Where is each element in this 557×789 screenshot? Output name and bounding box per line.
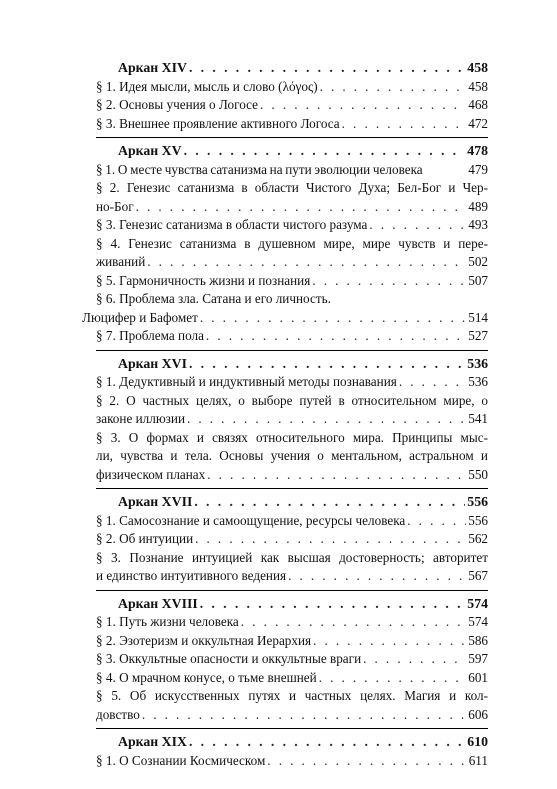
dot-leader [200, 309, 466, 328]
dot-leader [313, 632, 466, 651]
dot-leader [241, 613, 466, 632]
dot-leader [369, 216, 466, 235]
toc-entry-line[interactable]: § 5. Об искусственных путях и частных целях. Магия и кол- [96, 688, 488, 703]
toc-page-number: 556 [467, 494, 488, 509]
toc-heading-title: Аркан XIV [118, 60, 187, 75]
toc-heading-title: Аркан XVII [118, 494, 193, 509]
dot-leader [206, 327, 466, 346]
toc-entry[interactable] [96, 706, 488, 725]
toc-entry-title: § 2. Об интуиции [96, 531, 194, 546]
toc-page-number: 458 [467, 60, 488, 75]
toc-entry-line[interactable]: § 4. Генезис сатанизма в душевном мире, мире чувств и пере- [96, 235, 488, 251]
toc-entry[interactable] [96, 272, 488, 291]
toc-entry[interactable] [96, 512, 488, 531]
section-divider [96, 590, 488, 591]
dot-leader [288, 567, 466, 586]
dot-leader [319, 669, 467, 688]
toc-entry[interactable] [96, 115, 488, 134]
toc-entry[interactable] [96, 96, 488, 115]
toc-entry-title: § 1. О Сознании Космическом [96, 752, 266, 768]
toc-page-number: 514 [468, 309, 488, 325]
toc-page-number: 489 [468, 198, 488, 214]
toc-entry[interactable] [96, 632, 488, 651]
toc-entry[interactable] [96, 752, 488, 771]
toc-entry-title: § 1. Идея мысли, мысль и слово (λόγος) [96, 78, 318, 94]
toc-page-number: 458 [468, 78, 488, 94]
toc-page-number: 493 [468, 217, 488, 232]
toc-entry[interactable] [96, 327, 488, 346]
toc-entry-title: § 2. Эзотеризм и оккультная Иерархия [96, 632, 312, 648]
toc-entry-line[interactable]: § 6. Проблема зла. Сатана и его личность. [96, 291, 331, 306]
toc-page-number: 586 [468, 632, 488, 648]
dot-leader [189, 733, 465, 752]
section-divider [96, 350, 488, 351]
toc-page-number: 507 [468, 272, 488, 288]
toc-entry-title: довство [96, 706, 140, 722]
toc-entry-title: физическом планах [96, 466, 206, 482]
section-divider [96, 137, 488, 138]
toc-entry[interactable] [96, 216, 488, 235]
toc-entry-title: § 7. Проблема пола [96, 328, 204, 343]
dot-leader [187, 410, 466, 429]
dot-leader [195, 530, 466, 549]
toc-page-number: 562 [468, 531, 488, 546]
toc-entry-title: законе иллюзии [96, 411, 185, 426]
toc-entry[interactable] [96, 567, 488, 586]
toc-entry-line[interactable]: § 3. О формах и связях относительного мира. Принципы мыс- [96, 429, 488, 445]
toc-heading-arcan-15[interactable] [96, 142, 488, 161]
toc-entry-title: § 2. Основы учения о Логосе [96, 97, 259, 112]
toc-entry[interactable] [96, 669, 488, 688]
dot-leader [267, 752, 466, 771]
toc-page-number: 556 [468, 512, 488, 528]
toc-entry-title: § 1. Самосознание и самоощущение, ресурсы человека [96, 512, 406, 528]
toc-entry-title: живаний [96, 254, 146, 269]
toc-entry[interactable] [96, 410, 488, 429]
toc-page-number: 574 [467, 595, 488, 611]
toc-entry[interactable] [96, 650, 488, 669]
dot-leader [200, 595, 466, 614]
toc-page-number: 478 [467, 143, 488, 158]
dot-leader [189, 59, 465, 78]
dot-leader [320, 78, 467, 97]
toc-heading-title: Аркан XIX [118, 734, 187, 749]
toc-entry[interactable] [82, 309, 488, 328]
toc-page-number: 567 [468, 568, 488, 583]
toc-heading-arcan-19[interactable] [96, 733, 488, 752]
toc-entry[interactable] [96, 161, 488, 180]
dot-leader [342, 115, 467, 134]
toc-heading-arcan-14[interactable] [96, 59, 488, 78]
dot-leader [399, 373, 466, 392]
toc-entry[interactable] [96, 78, 488, 97]
dot-leader [207, 466, 466, 485]
dot-leader [407, 512, 466, 531]
toc-page-number: 574 [468, 614, 488, 629]
toc-entry-title: § 1. Дедуктивный и индуктивный методы познавания [96, 374, 397, 389]
toc-page-number: 527 [468, 328, 488, 343]
toc-entry[interactable] [96, 530, 488, 549]
toc-page-number: 611 [468, 752, 488, 768]
toc-entry[interactable] [96, 373, 488, 392]
toc-entry-line[interactable]: ли, чувства и тела. Основы учения о ментальном, астральном и [96, 448, 488, 463]
dot-leader [142, 706, 466, 725]
toc-page-number: 541 [468, 411, 488, 426]
dot-leader [189, 355, 465, 374]
toc-entry[interactable] [96, 253, 488, 272]
section-divider [96, 728, 488, 729]
toc-page-number: 610 [467, 734, 488, 749]
toc-heading-arcan-17[interactable] [96, 493, 488, 512]
toc-heading-arcan-18[interactable] [96, 595, 488, 614]
toc-page-number: 479 [468, 161, 488, 177]
toc-page-number: 606 [468, 706, 488, 722]
toc-page-number: 536 [467, 355, 488, 371]
toc-entry-title: Люцифер и Бафомет [82, 309, 198, 325]
section-divider [96, 488, 488, 489]
toc-heading-title: Аркан XVI [118, 355, 187, 371]
toc-entry-title: § 4. О мрачном конусе, о тьме внешней [96, 669, 317, 685]
toc-heading-arcan-16[interactable] [96, 355, 488, 374]
toc-entry-title: § 1. Путь жизни человека [96, 614, 239, 629]
table-of-contents [82, 59, 488, 770]
dot-leader [194, 493, 465, 512]
toc-page-number: 601 [468, 669, 488, 685]
toc-entry[interactable] [96, 198, 488, 217]
toc-entry-line[interactable]: § 2. О частных целях, о выборе путей в относительном мире, о [96, 392, 488, 408]
toc-page-number: 502 [468, 254, 488, 269]
toc-page-number: 597 [468, 651, 488, 666]
toc-heading-title: Аркан XV [118, 143, 182, 158]
toc-page-number: 472 [468, 115, 488, 131]
toc-entry-title: но-Бог [96, 198, 134, 214]
dot-leader [312, 272, 466, 291]
toc-entry-title: § 3. Внешнее проявление активного Логоса [96, 115, 340, 131]
toc-entry[interactable] [96, 466, 488, 485]
toc-entry-title: § 1. О месте чувства сатанизма на пути эволюции человека [96, 161, 423, 177]
toc-page-number: 536 [468, 374, 488, 389]
toc-entry-title: § 3. Оккультные опасности и оккультные враги [96, 651, 362, 666]
toc-entry-line[interactable]: § 2. Генезис сатанизма в области Чистого Духа; Бел-Бог и Чер- [96, 180, 488, 195]
toc-page-number: 550 [468, 466, 488, 482]
toc-page-number: 468 [468, 97, 488, 112]
toc-heading-title: Аркан XVIII [118, 595, 198, 611]
toc-entry-title: § 3. Генезис сатанизма в области чистого разума [96, 217, 368, 232]
dot-leader [260, 96, 466, 115]
toc-entry-title: § 5. Гармоничность жизни и познания [96, 272, 311, 288]
toc-entry-title: и единство интуитивного ведения [96, 568, 287, 583]
dot-leader [147, 253, 466, 272]
toc-entry-line[interactable]: § 3. Познание интуицией как высшая достоверность; авторитет [96, 549, 488, 565]
dot-leader [184, 142, 466, 161]
dot-leader [136, 198, 467, 217]
dot-leader [363, 650, 466, 669]
toc-entry[interactable] [96, 613, 488, 632]
